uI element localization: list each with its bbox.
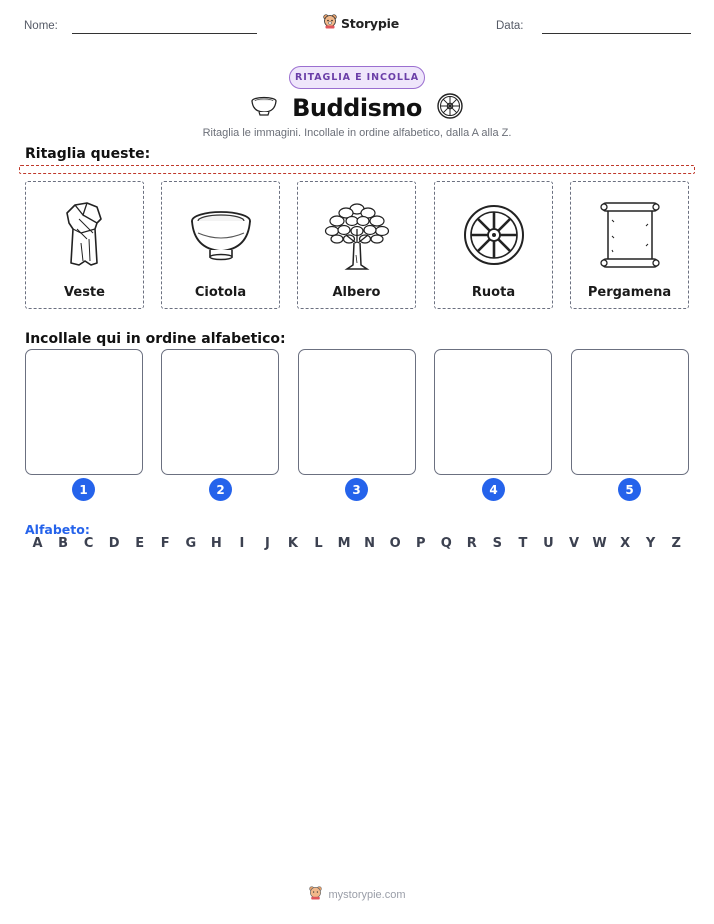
alphabet-letter: O bbox=[389, 536, 401, 551]
alphabet-letter: T bbox=[518, 536, 528, 551]
alphabet-letter: A bbox=[32, 536, 43, 551]
paste-slot-4[interactable] bbox=[434, 349, 552, 475]
paste-slot-5[interactable] bbox=[571, 349, 689, 475]
alphabet-letter: M bbox=[337, 536, 351, 551]
card-label: Pergamena bbox=[587, 285, 672, 300]
alphabet-letter: H bbox=[210, 536, 222, 551]
alphabet-letter: P bbox=[415, 536, 426, 551]
name-label: Nome: bbox=[24, 20, 58, 32]
bear-mascot-icon bbox=[322, 13, 338, 33]
instructions: Ritaglia le immagini. Incollale in ordine alfabetico, dalla A alla Z. bbox=[202, 127, 512, 139]
alphabet-label: Alfabeto: bbox=[25, 522, 90, 537]
alphabet-letter: Q bbox=[440, 536, 452, 551]
alphabet-letter: Z bbox=[671, 536, 681, 551]
bowl-icon bbox=[250, 95, 278, 121]
alphabet-letter: Y bbox=[645, 536, 656, 551]
slot-number-3: 3 bbox=[345, 478, 368, 501]
paste-section-heading: Incollale qui in ordine alfabetico: bbox=[25, 331, 286, 347]
alphabet-letter: X bbox=[620, 536, 631, 551]
paste-slot-2[interactable] bbox=[161, 349, 279, 475]
cut-section-heading: Ritaglia queste: bbox=[25, 146, 151, 162]
footer bbox=[0, 885, 714, 904]
date-line[interactable] bbox=[542, 33, 691, 34]
alphabet-letter: J bbox=[265, 536, 270, 551]
alphabet-letter: W bbox=[592, 536, 607, 551]
footer-site: mystorypie.com bbox=[328, 888, 406, 901]
alphabet-letter: E bbox=[135, 536, 145, 551]
alphabet-letter: I bbox=[239, 536, 245, 551]
scroll-icon bbox=[571, 190, 688, 280]
page-title: Buddismo bbox=[292, 94, 422, 122]
date-label: Data: bbox=[496, 20, 524, 32]
alphabet-letter: V bbox=[568, 536, 580, 551]
dharma-wheel-icon bbox=[436, 92, 464, 124]
alphabet-letter: N bbox=[364, 536, 376, 551]
card-label: Ciotola bbox=[194, 285, 247, 300]
slot-number-5: 5 bbox=[618, 478, 641, 501]
cut-card-ciotola[interactable] bbox=[161, 181, 280, 309]
alphabet-letter: R bbox=[466, 536, 477, 551]
cut-line bbox=[19, 165, 695, 174]
alphabet-letter: S bbox=[492, 536, 503, 551]
slot-number-4: 4 bbox=[482, 478, 505, 501]
wheel-icon bbox=[435, 190, 552, 280]
card-label: Veste bbox=[64, 285, 105, 300]
alphabet-letter: U bbox=[543, 536, 554, 551]
alphabet-letter: C bbox=[83, 536, 94, 551]
paste-slot-1[interactable] bbox=[25, 349, 143, 475]
brand-name: Storypie bbox=[341, 15, 399, 31]
alphabet-letter: L bbox=[314, 536, 323, 551]
robe-icon bbox=[26, 190, 143, 280]
cut-card-albero[interactable] bbox=[297, 181, 416, 309]
name-line[interactable] bbox=[72, 33, 257, 34]
alphabet-letter: B bbox=[58, 536, 68, 551]
cut-card-veste[interactable] bbox=[25, 181, 144, 309]
brand-logo bbox=[322, 13, 399, 33]
alphabet-letter: K bbox=[287, 536, 298, 551]
alphabet-letter: F bbox=[160, 536, 170, 551]
slot-number-1: 1 bbox=[72, 478, 95, 501]
cut-card-pergamena[interactable] bbox=[570, 181, 689, 309]
activity-badge: RITAGLIA E INCOLLA bbox=[289, 66, 425, 89]
alphabet-row bbox=[25, 536, 689, 551]
paste-slot-3[interactable] bbox=[298, 349, 416, 475]
card-label: Ruota bbox=[471, 285, 516, 300]
tree-icon bbox=[298, 190, 415, 280]
card-label: Albero bbox=[332, 285, 381, 300]
bowl-icon bbox=[162, 190, 279, 280]
cut-card-ruota[interactable] bbox=[434, 181, 553, 309]
alphabet-letter: D bbox=[108, 536, 120, 551]
slot-number-2: 2 bbox=[209, 478, 232, 501]
alphabet-letter: G bbox=[185, 536, 197, 551]
title-row bbox=[0, 92, 714, 124]
bear-mascot-icon bbox=[308, 885, 323, 904]
